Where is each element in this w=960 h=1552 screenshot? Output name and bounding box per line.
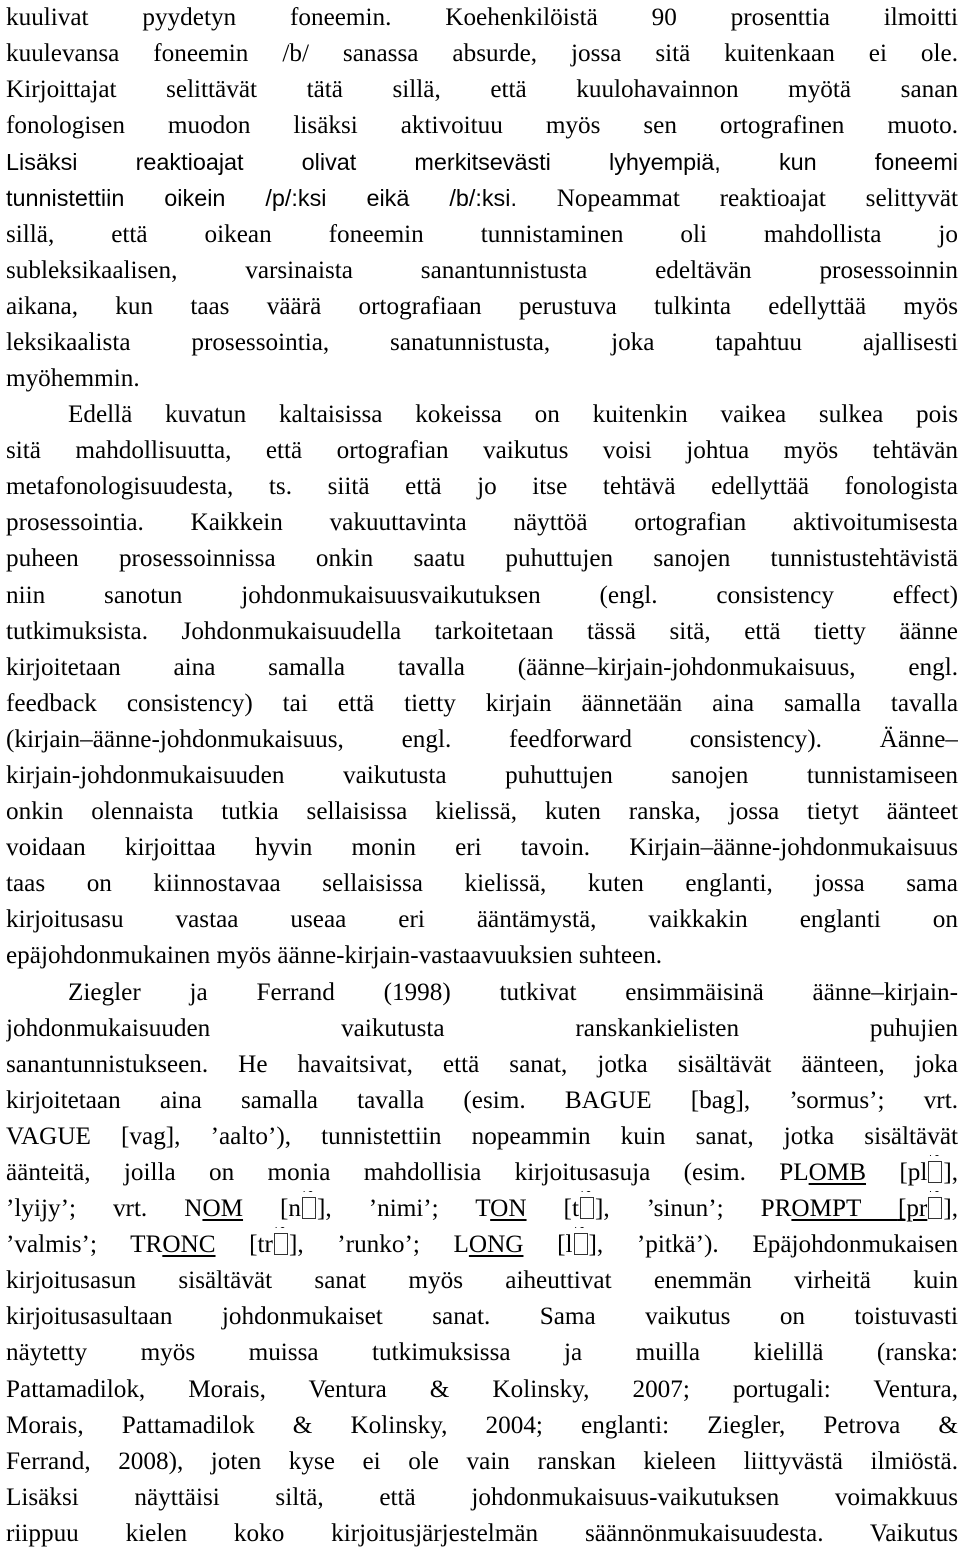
paragraph-3 (6, 975, 958, 1552)
text-line: riippuu kielen koko kirjoitusjärjestelmän säännönmukaisuudesta. Vaikutus (6, 1519, 958, 1547)
nasal-vowel-glyph-icon (928, 1161, 942, 1183)
nasal-vowel-glyph-icon (302, 1197, 316, 1219)
nasal-vowel-glyph-icon (574, 1233, 588, 1255)
text-line (6, 1155, 958, 1191)
text-line (6, 180, 958, 216)
text-line: kirjain-johdonmukaisuuden vaikutusta puhuttujen sanojen tunnistamiseen (6, 761, 958, 789)
text-line: Ferrand, 2008), joten kyse ei ole vain ranskan kieleen liittyvästä ilmiöstä. (6, 1447, 958, 1475)
text-segment: [pl (866, 1159, 928, 1186)
text-line: sitä mahdollisuutta, että ortografian vaikutus voisi johtua myös tehtävän (6, 437, 958, 465)
text-line: taas on kiinnostavaa sellaisissa kielissä, kuten englanti, jossa sama (6, 870, 958, 898)
text-line: Lisäksi näyttäisi siltä, että johdonmukaisuus-vaikutuksen voimakkuus (6, 1483, 958, 1511)
text-line: kirjoitusasu vastaa useaa eri ääntämystä, vaikkakin englanti on (6, 906, 958, 934)
text-line: epäjohdonmukainen myös äänne-kirjain-vastaavuuksien suhteen. (6, 942, 663, 970)
underlined-text: OMB (808, 1159, 867, 1186)
text-line (6, 1227, 958, 1263)
text-segment: ], ’runko’; L (288, 1231, 469, 1259)
text-line: prosessointia. Kaikkein vakuuttavinta näyttöä ortografian aktivoitumisesta (6, 509, 958, 537)
underlined-text: ON (490, 1195, 527, 1223)
underlined-text: OMPT (791, 1195, 898, 1223)
document-page (6, 0, 958, 1552)
text-line: sanantunnistukseen. He havaitsivat, että sanat, jotka sisältävät äänteen, joka (6, 1050, 958, 1078)
text-line: kirjoitusasultaan johdonmukaiset sanat. Sama vaikutus on toistuvasti (6, 1303, 958, 1331)
underlined-text: [pr (897, 1195, 928, 1223)
text-line: kuulevansa foneemin /b/ sanassa absurde, jossa sitä kuitenkaan ei ole. (6, 40, 958, 68)
text-line: Edellä kuvatun kaltaisissa kokeissa on kuitenkin vaikea sulkea pois (68, 401, 958, 429)
text-line: onkin olennaista tutkia sellaisissa kielissä, kuten ranska, jossa tietyt äänteet (6, 798, 958, 826)
paragraph-2 (6, 397, 958, 975)
text-segment: Nopeammat reaktioajat selittyvät (516, 185, 958, 213)
text-segment: [t (526, 1195, 579, 1223)
text-segment: [n (243, 1195, 302, 1223)
text-segment: ’valmis’; TR (6, 1231, 163, 1259)
text-line: Pattamadilok, Morais, Ventura & Kolinsky, 2007; portugali: Ventura, (6, 1375, 958, 1403)
text-segment: tunnistettiin oikein /p/:ksi eikä /b/:ksi. (6, 185, 517, 212)
text-line: Kirjoittajat selittävät tätä sillä, että kuulohavainnon myötä sanan (6, 76, 958, 104)
text-line: aikana, kun taas väärä ortografiaan perustuva tulkinta edellyttää myös (6, 292, 958, 320)
text-line: sillä, että oikean foneemin tunnistaminen oli mahdollista jo (6, 220, 958, 248)
nasal-vowel-glyph-icon (274, 1233, 288, 1255)
text-line: Ziegler ja Ferrand (1998) tutkivat ensimmäisinä äänne–kirjain- (68, 978, 958, 1006)
text-line: Morais, Pattamadilok & Kolinsky, 2004; englanti: Ziegler, Petrova & (6, 1411, 958, 1439)
underlined-text: ONG (468, 1231, 524, 1259)
text-line: johdonmukaisuuden vaikutusta ranskankielisten puhujien (6, 1014, 958, 1042)
text-segment: ], ’pitkä’). Epäjohdonmukaisen (588, 1231, 958, 1259)
text-segment: ’lyijy’; vrt. N (6, 1195, 203, 1223)
text-segment: ], ’sinun’; PR (594, 1195, 792, 1223)
text-segment: ], (943, 1195, 958, 1223)
text-segment: [l (523, 1231, 573, 1259)
text-line: feedback consistency) tai että tietty kirjain äännetään aina samalla tavalla (6, 689, 958, 717)
text-line: (kirjain–äänne-johdonmukaisuus, engl. feedforward consistency). Äänne– (6, 725, 958, 753)
text-segment: äänteitä, joilla on monia mahdollisia kirjoitusasuja (esim. PL (6, 1159, 809, 1186)
paragraph-1 (6, 0, 958, 397)
text-line: myöhemmin. (6, 364, 140, 392)
text-line: tutkimuksista. Johdonmukaisuudella tarkoitetaan tässä sitä, että tietty äänne (6, 617, 958, 645)
text-line: metafonologisuudesta, ts. siitä että jo itse tehtävä edellyttää fonologista (6, 473, 958, 501)
underlined-text: ONC (162, 1231, 216, 1259)
text-segment: ], (943, 1159, 958, 1186)
text-line: näytetty myös muissa tutkimuksissa ja muilla kielillä (ranska: (6, 1339, 958, 1367)
text-line: fonologisen muodon lisäksi aktivoituu myös sen ortografinen muoto. (6, 112, 958, 140)
text-line: puheen prosessoinnissa onkin saatu puhuttujen sanojen tunnistustehtävistä (6, 545, 958, 573)
text-line: kirjoitetaan aina samalla tavalla (esim. BAGUE [bag], ’sormus’; vrt. (6, 1086, 958, 1114)
text-line: kirjoitusasun sisältävät sanat myös aiheuttivat enemmän virheitä kuin (6, 1267, 958, 1295)
text-line: niin sanotun johdonmukaisuusvaikutuksen (engl. consistency effect) (6, 581, 958, 609)
text-line: voidaan kirjoittaa hyvin monin eri tavoin. Kirjain–äänne-johdonmukaisuus (6, 834, 958, 862)
text-segment: ], ’nimi’; T (317, 1195, 491, 1223)
text-line: VAGUE [vag], ’aalto’), tunnistettiin nopeammin kuin sanat, jotka sisältävät (6, 1122, 958, 1150)
text-line: kirjoitetaan aina samalla tavalla (äänne–kirjain-johdonmukaisuus, engl. (6, 653, 958, 681)
text-segment: [tr (215, 1231, 273, 1259)
text-line (6, 1191, 958, 1227)
underlined-text: OM (202, 1195, 244, 1223)
text-line: leksikaalista prosessointia, sanatunnistusta, joka tapahtuu ajallisesti (6, 328, 958, 356)
text-line: Lisäksi reaktioajat olivat merkitsevästi lyhyempiä, kun foneemi (6, 149, 958, 176)
nasal-vowel-glyph-icon (580, 1197, 594, 1219)
text-line: kuulivat pyydetyn foneemin. Koehenkilöistä 90 prosenttia ilmoitti (6, 4, 958, 31)
text-line: subleksikaalisen, varsinaista sanantunnistusta edeltävän prosessoinnin (6, 256, 958, 284)
nasal-vowel-glyph-icon (928, 1197, 942, 1219)
